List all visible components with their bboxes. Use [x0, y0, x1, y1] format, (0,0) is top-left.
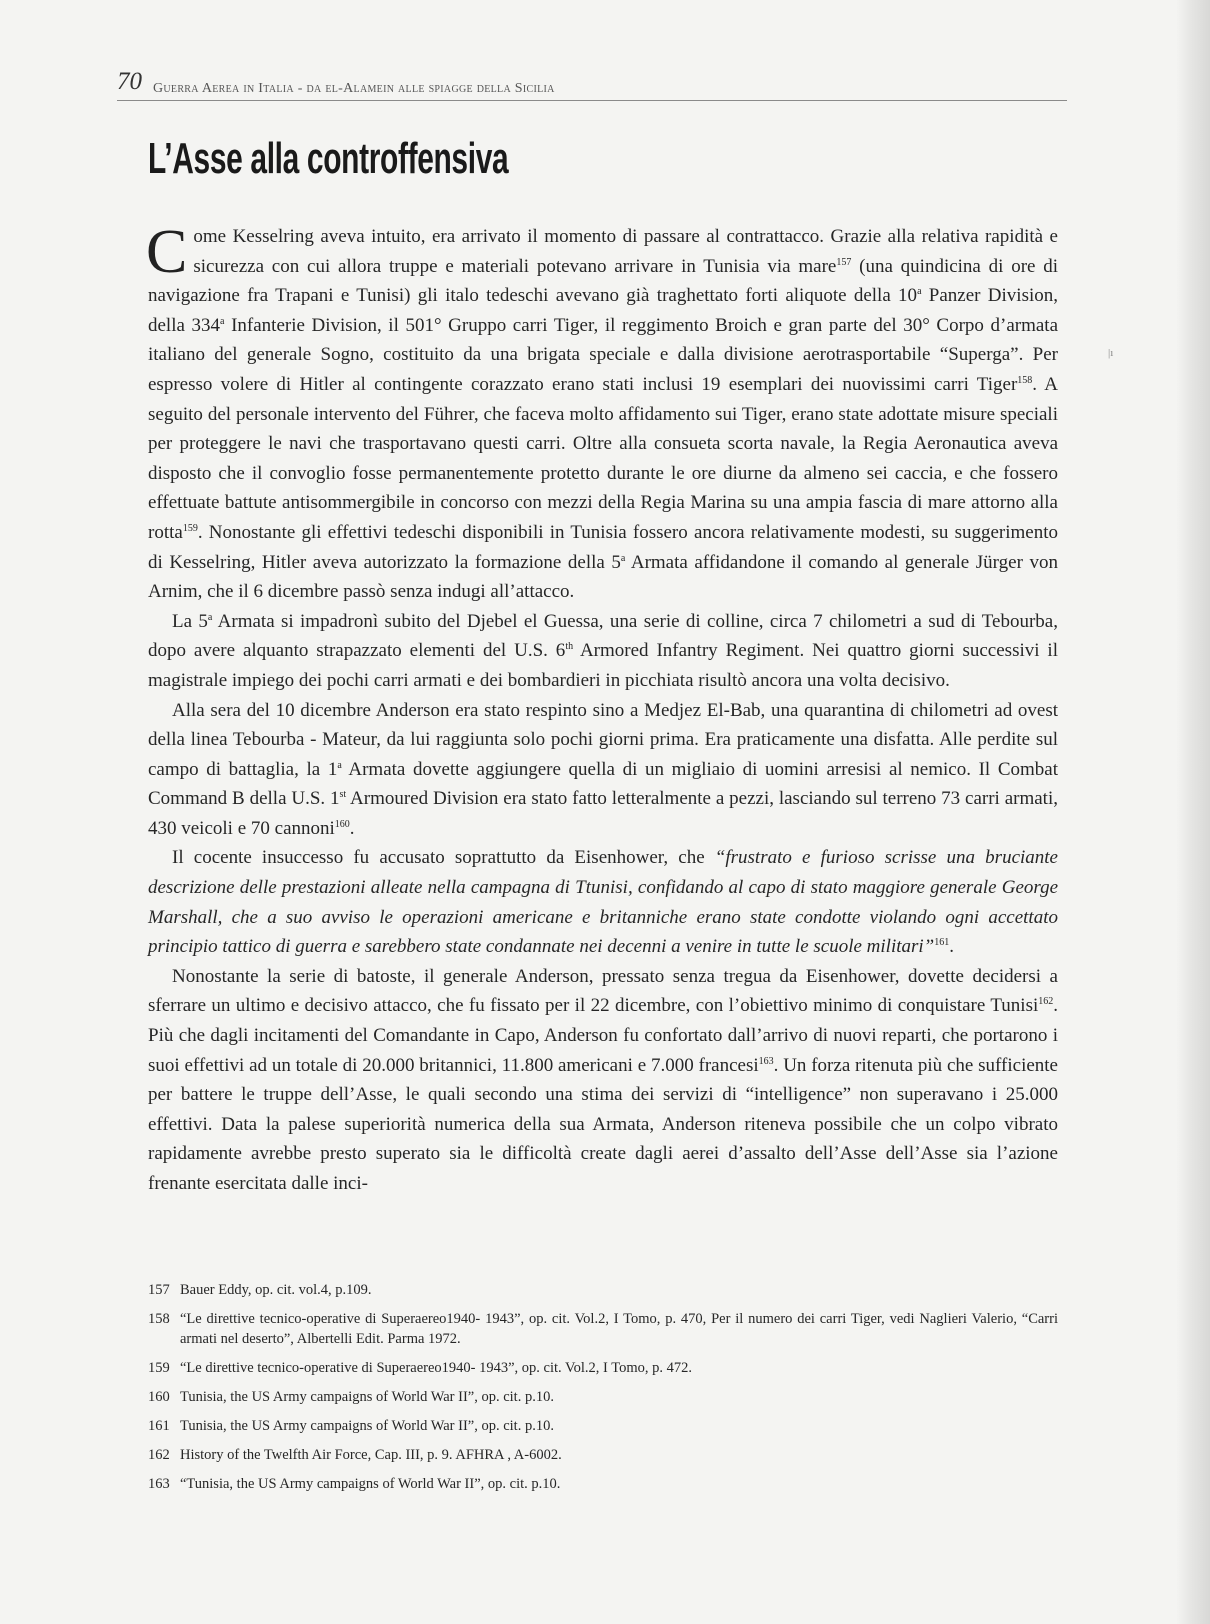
- paragraph-3: [148, 696, 1058, 844]
- paragraph-text: . Più che dagli incitamenti del Comandante in Capo, Anderson fu confortato dall’arrivo di nuovi reparti, che portarono i suoi effettivi ad un totale di 20.000 britannici, 11.800 americani e 7.000 francesi: [148, 995, 1058, 1076]
- paragraph-text: . Un forza ritenuta più che sufficiente per battere le truppe dell’Asse, le quali secondo una stima dei servizi di “intelligence” non superavano i 25.000 effettivi. Data la palese superiorità numerica della sua Armata, Anderson riteneva possibile che un colpo vibrato rapidamente avrebbe presto superato sia le difficoltà create dagli aerei d’assalto dell’Asse dell’Asse sia l’azione frenante esercitata dalle inci-: [148, 1054, 1058, 1194]
- paragraph-text: Armata affidandone il comando al generale Jürger von Arnim, che il 6 dicembre passò senza indugi all’attacco.: [148, 551, 1058, 603]
- paragraph-text: La 5: [172, 610, 208, 632]
- footnote-text: “Le direttive tecnico-operative di Superaereo1940- 1943”, op. cit. Vol.2, I Tomo, p. 472.: [180, 1360, 692, 1376]
- paragraph-5: [148, 962, 1058, 1199]
- footnotes: [148, 1280, 1058, 1503]
- footnote-ref[interactable]: 162: [1038, 996, 1054, 1008]
- footnote-text: Tunisia, the US Army campaigns of World War II”, op. cit. p.10.: [180, 1418, 554, 1434]
- paragraph-text: Alla sera del 10 dicembre Anderson era stato respinto sino a Medjez El-Bab, una quarantina di chilometri ad ovest della linea Tebourba - Mateur, da lui raggiunta solo pochi giorni prima. Era praticamente una disfatta. Alle perdite sul campo di battaglia, la 1: [148, 699, 1058, 780]
- paragraph-1: [146, 218, 1059, 607]
- footnote-number: 163: [148, 1476, 170, 1492]
- ordinal-suffix: th: [565, 641, 574, 653]
- paragraph-text: Panzer Division, della 334: [148, 285, 1059, 336]
- ordinal-suffix: st: [339, 789, 347, 801]
- paragraph-text: . A seguito del personale intervento del Führer, che faceva molto affidamento sui Tiger, erano state adottate misure speciali per proteggere le navi che trasportavano questi carri. Oltre alla consueta scorta navale, la Regia Aeronautica aveva disposto che il convoglio fosse permanentemente protetto durante le ore diurne da almeno sei caccia, e che fossero effettuate battute antisommergibile in concorso con mezzi della Regia Marina su una ampia fascia di mare attorno alla rotta: [148, 373, 1058, 543]
- chapter-title: L’Asse alla controffensiva: [148, 134, 509, 183]
- running-title: Guerra Aerea in Italia - da el-Alamein alle spiagge della Sicilia: [153, 81, 555, 96]
- footnote: [148, 1416, 1058, 1436]
- paragraph-text: Infanterie Division, il 501° Gruppo carri Tiger, il reggimento Broich e gran parte del 30° Corpo d’armata italiano del generale Sogno, costituito da una brigata speciale e dalla divisione aerotrasportabile “Superga”. Per espresso volere di Hitler al contingente corazzato erano stati inclusi 19 esemplari dei nuovissimi carri Tiger: [148, 314, 1059, 395]
- paragraph-text: Il cocente insuccesso fu accusato soprattutto da Eisenhower, che: [172, 847, 715, 869]
- paragraph-text: .: [349, 817, 355, 839]
- page-edge-shadow: [1176, 0, 1210, 1624]
- running-header: [117, 68, 1067, 101]
- footnote-text: Bauer Eddy, op. cit. vol.4, p.109.: [180, 1282, 372, 1298]
- ordinal-suffix: a: [220, 315, 225, 327]
- ordinal-suffix: a: [917, 286, 922, 298]
- footnote: [148, 1474, 1058, 1494]
- footnote-ref[interactable]: 158: [1017, 374, 1033, 386]
- footnote-number: 157: [148, 1282, 170, 1298]
- footnote: [148, 1280, 1058, 1300]
- paragraph-text: ome Kesselring aveva intuito, era arrivato il momento di passare al contrattacco. Grazie alla relativa rapidità e sicurezza con cui allora truppe e materiali potevano arrivare in Tunisia via mare: [193, 226, 1058, 277]
- paragraph-text: Armata si impadronì subito del Djebel el Guessa, una serie di colline, circa 7 chilometri a sud di Tebourba, dopo avere alquanto strapazzato elementi del U.S. 6: [148, 610, 1058, 662]
- paragraph-text: Armored Infantry Regiment. Nei quattro giorni successivi il magistrale impiego dei pochi carri armati e dei bombardieri in picchiata risultò ancora una volta decisivo.: [148, 640, 1058, 691]
- footnote-number: 161: [148, 1418, 170, 1434]
- footnote-ref[interactable]: 157: [836, 256, 852, 268]
- paragraph-2: [148, 607, 1058, 696]
- footnote-ref[interactable]: 159: [182, 522, 198, 534]
- footnote: [148, 1309, 1058, 1349]
- footnote-text: History of the Twelfth Air Force, Cap. III, p. 9. AFHRA , A-6002.: [180, 1447, 562, 1463]
- drop-cap: C: [146, 218, 188, 286]
- page-number: 70: [117, 68, 142, 95]
- paragraph-4: [148, 843, 1058, 961]
- ordinal-suffix: a: [620, 552, 626, 564]
- paragraph-text: . Nonostante gli effettivi tedeschi disponibili in Tunisia fossero ancora relativamente modesti, su suggerimento di Kesselring, Hitler aveva autorizzato la formazione della 5: [148, 521, 1058, 573]
- paragraph-text: Armata dovette aggiungere quella di un migliaio di uomini arresisi al nemico. Il Combat Command B della U.S. 1: [148, 758, 1058, 810]
- footnote-number: 162: [148, 1447, 170, 1463]
- footnote: [148, 1358, 1058, 1378]
- ordinal-suffix: a: [337, 759, 342, 771]
- paragraph-text: .: [949, 936, 954, 958]
- footnote-number: 160: [148, 1389, 170, 1405]
- footnote-text: “Le direttive tecnico-operative di Superaereo1940- 1943”, op. cit. Vol.2, I Tomo, p. 470, Per il numero dei carri Tiger, vedi Naglieri Valerio, “Carri armati nel deserto”, Albertelli Edit. Parma 1972.: [180, 1311, 1058, 1347]
- footnote-text: “Tunisia, the US Army campaigns of World War II”, op. cit. p.10.: [180, 1476, 561, 1492]
- body-text: [146, 218, 1059, 1199]
- footnote: [148, 1387, 1058, 1407]
- footnote-number: 159: [148, 1360, 170, 1376]
- italic-quote: “frustrato e furioso scrisse una bruciante descrizione delle prestazioni alleate nella campagna di Ttunisi, confidando al capo di stato maggiore generale George Marshall, che a suo avviso le operazioni americane e britanniche erano state condotte violando ogni accettato principio tattico di guerra e sarebbero state condannate nei decenni a venire in tutte le scuole militari”: [148, 847, 1058, 958]
- footnote-ref[interactable]: 160: [334, 818, 350, 830]
- footnote-ref[interactable]: 163: [758, 1055, 774, 1067]
- paragraph-text: Armoured Division era stato fatto letteralmente a pezzi, lasciando sul terreno 73 carri armati, 430 veicoli e 70 cannoni: [148, 788, 1058, 839]
- footnote: [148, 1445, 1058, 1465]
- footnote-text: Tunisia, the US Army campaigns of World War II”, op. cit. p.10.: [180, 1389, 554, 1405]
- footnote-ref[interactable]: 161: [934, 937, 950, 949]
- footnote-number: 158: [148, 1311, 170, 1327]
- paragraph-text: (una quindicina di ore di navigazione fra Trapani e Tunisi) gli italo tedeschi avevano già traghettato forti aliquote della 10: [148, 255, 1059, 307]
- margin-mark: |ı: [1108, 347, 1114, 359]
- paragraph-text: Nonostante la serie di batoste, il generale Anderson, pressato senza tregua da Eisenhower, dovette decidersi a sferrare un ultimo e decisivo attacco, che fu fissato per il 22 dicembre, con l’obiettivo minimo di conquistare Tunisi: [148, 965, 1058, 1017]
- ordinal-suffix: a: [207, 611, 213, 623]
